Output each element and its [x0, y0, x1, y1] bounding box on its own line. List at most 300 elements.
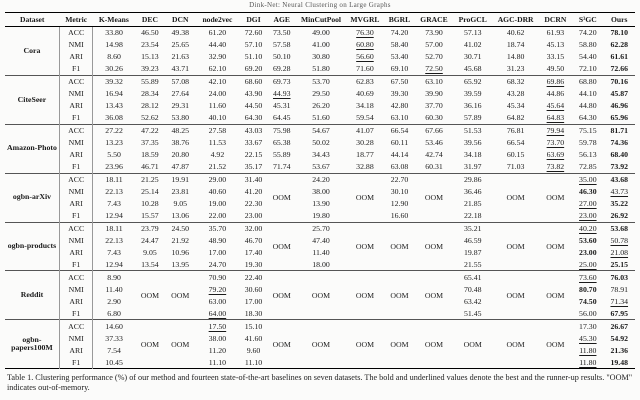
table-caption: Table 1. Clustering performance (%) of our method and fourteen state-of-the-art baselines on seven datasets. The bold and underlined values denote the best and the runner-up results. "OOM" indicates out-of-memory. [7, 373, 633, 393]
value-cell: 41.60 [244, 333, 263, 343]
value-cell: 30.28 [356, 138, 374, 148]
column-header-k-means: K-Means [93, 13, 135, 27]
value-cell: 17.50 [208, 321, 227, 331]
value-cell: 21.85 [463, 198, 482, 208]
value-cell: 27.64 [171, 89, 190, 99]
metric-label: F1 [59, 210, 92, 222]
value-cell: 60.15 [506, 150, 525, 160]
value-cell: 30.71 [463, 52, 482, 62]
value-cell: 10.45 [105, 357, 123, 367]
value-cell: 26.92 [610, 210, 629, 220]
value-cell: 53.40 [390, 52, 409, 62]
column-header-metric: Metric [59, 13, 92, 27]
oom-cell: OOM [355, 290, 375, 300]
metric-label: F1 [59, 356, 92, 368]
value-cell: 23.00 [579, 247, 597, 257]
table-row [5, 112, 635, 124]
value-cell: 27.58 [208, 126, 227, 136]
value-cell: 53.67 [312, 162, 330, 172]
value-cell: 51.53 [463, 126, 482, 136]
value-cell: 43.68 [610, 175, 629, 185]
value-cell: 67.95 [610, 308, 629, 318]
table-row [5, 173, 635, 185]
oom-cell: OOM [311, 339, 331, 349]
value-cell: 57.89 [463, 113, 482, 123]
metric-label: F1 [59, 161, 92, 173]
value-cell: 57.08 [171, 77, 190, 87]
value-cell: 61.61 [610, 52, 629, 62]
metric-label: NMI [59, 283, 92, 295]
value-cell: 48.90 [208, 235, 227, 245]
metric-label: ACC [59, 27, 92, 39]
value-cell: 51.80 [312, 64, 330, 74]
oom-cell: OOM [506, 241, 525, 251]
table-row [5, 161, 635, 173]
table-row [5, 88, 635, 100]
value-cell: 19.80 [312, 210, 330, 220]
metric-label: ARI [59, 51, 92, 63]
value-cell: 10.96 [171, 247, 190, 257]
value-cell: 66.54 [506, 138, 525, 148]
dataset-block-citeseer [5, 75, 635, 124]
value-cell: 36.08 [105, 113, 123, 123]
value-cell: 36.46 [463, 186, 482, 196]
metric-label: ARI [59, 295, 92, 307]
table-row [5, 320, 635, 332]
value-cell: 7.54 [107, 345, 121, 355]
column-header-dcn: DCN [165, 13, 195, 27]
value-cell: 27.00 [579, 198, 597, 208]
value-cell: 13.54 [141, 259, 159, 269]
oom-cell: OOM [355, 241, 375, 251]
value-cell: 47.40 [312, 235, 330, 245]
value-cell: 44.93 [272, 89, 291, 99]
value-cell: 18.11 [105, 223, 123, 233]
oom-cell: OOM [390, 339, 409, 349]
value-cell: 9.05 [143, 247, 157, 257]
dataset-name: CiteSeer [5, 75, 59, 124]
value-cell: 19.91 [171, 175, 190, 185]
value-cell: 30.26 [105, 64, 123, 74]
metric-label: ACC [59, 124, 92, 136]
value-cell: 10.28 [141, 198, 159, 208]
value-cell: 18.77 [356, 150, 374, 160]
value-cell: 72.50 [425, 64, 443, 74]
value-cell: 63.08 [390, 162, 409, 172]
value-cell: 76.81 [506, 126, 525, 136]
value-cell: 45.68 [463, 64, 482, 74]
value-cell: 25.65 [171, 40, 190, 50]
table-row [5, 100, 635, 112]
value-cell: 11.10 [208, 357, 227, 367]
value-cell: 60.80 [356, 40, 374, 50]
table-row [5, 63, 635, 75]
table-row [5, 75, 635, 87]
metric-label: F1 [59, 307, 92, 319]
value-cell: 64.30 [244, 113, 263, 123]
value-cell: 54.92 [610, 333, 629, 343]
value-cell: 63.00 [208, 296, 227, 306]
value-cell: 21.92 [171, 235, 190, 245]
value-cell: 30.60 [244, 284, 263, 294]
value-cell: 13.23 [105, 138, 123, 148]
value-cell: 81.71 [610, 126, 629, 136]
value-cell: 69.10 [390, 64, 409, 74]
value-cell: 57.13 [463, 28, 482, 38]
value-cell: 39.30 [390, 89, 409, 99]
value-cell: 28.34 [141, 89, 159, 99]
value-cell: 68.32 [506, 77, 525, 87]
value-cell: 8.60 [107, 52, 121, 62]
value-cell: 38.00 [208, 333, 227, 343]
oom-cell: OOM [272, 290, 291, 300]
value-cell: 66.54 [390, 126, 409, 136]
value-cell: 44.40 [208, 40, 227, 50]
value-cell: 23.54 [141, 40, 159, 50]
value-cell: 21.25 [141, 175, 159, 185]
value-cell: 46.71 [141, 162, 159, 172]
value-cell: 50.10 [272, 52, 291, 62]
value-cell: 71.60 [356, 64, 374, 74]
value-cell: 64.00 [208, 308, 227, 318]
value-cell: 34.18 [356, 101, 374, 111]
oom-cell: OOM [355, 339, 375, 349]
value-cell: 41.20 [244, 186, 263, 196]
column-header-ours: Ours [604, 13, 635, 27]
value-cell: 33.67 [244, 138, 263, 148]
metric-label: ARI [59, 246, 92, 258]
value-cell: 73.60 [579, 272, 597, 282]
value-cell: 72.10 [579, 64, 597, 74]
value-cell: 14.80 [506, 52, 525, 62]
value-cell: 65.41 [463, 272, 482, 282]
dataset-name: ogbn-papers100M [5, 320, 59, 369]
value-cell: 19.00 [208, 198, 227, 208]
value-cell: 56.13 [579, 150, 597, 160]
value-cell: 78.10 [610, 28, 629, 38]
value-cell: 41.07 [356, 126, 374, 136]
value-cell: 68.60 [244, 77, 263, 87]
value-cell: 11.20 [208, 345, 227, 355]
value-cell: 24.70 [208, 259, 227, 269]
value-cell: 45.31 [272, 101, 291, 111]
oom-cell: OOM [506, 290, 525, 300]
value-cell: 7.43 [107, 247, 121, 257]
value-cell: 53.70 [312, 77, 330, 87]
value-cell: 72.66 [610, 64, 629, 74]
value-cell: 60.11 [390, 138, 409, 148]
value-cell: 17.00 [208, 247, 227, 257]
value-cell: 46.96 [610, 101, 629, 111]
value-cell: 22.00 [208, 210, 227, 220]
value-cell: 33.80 [105, 28, 123, 38]
oom-cell: OOM [424, 290, 444, 300]
value-cell: 45.87 [610, 89, 629, 99]
value-cell: 30.80 [312, 52, 330, 62]
value-cell: 25.15 [610, 259, 629, 269]
value-cell: 46.50 [141, 28, 159, 38]
value-cell: 30.10 [390, 186, 409, 196]
value-cell: 64.30 [579, 113, 597, 123]
value-cell: 15.57 [141, 210, 159, 220]
oom-cell: OOM [546, 339, 565, 349]
value-cell: 22.15 [244, 150, 263, 160]
metric-label: NMI [59, 137, 92, 149]
value-cell: 52.62 [141, 113, 159, 123]
table-row [5, 271, 635, 283]
value-cell: 37.70 [425, 101, 443, 111]
value-cell: 24.47 [141, 235, 159, 245]
column-header-mvgrl: MVGRL [346, 13, 384, 27]
value-cell: 29.31 [171, 101, 190, 111]
value-cell: 58.80 [579, 40, 597, 50]
value-cell: 73.50 [272, 28, 291, 38]
value-cell: 11.40 [105, 284, 123, 294]
value-cell: 41.00 [312, 40, 330, 50]
value-cell: 23.96 [105, 162, 123, 172]
value-cell: 22.13 [105, 235, 123, 245]
value-cell: 23.00 [244, 210, 263, 220]
value-cell: 11.53 [208, 138, 227, 148]
metric-label: ACC [59, 222, 92, 234]
value-cell: 63.10 [390, 113, 409, 123]
value-cell: 69.73 [272, 77, 291, 87]
value-cell: 25.14 [141, 186, 159, 196]
value-cell: 67.66 [425, 126, 443, 136]
metric-label: ARI [59, 344, 92, 356]
oom-cell: OOM [390, 241, 409, 251]
value-cell: 53.60 [579, 235, 597, 245]
oom-cell: OOM [463, 339, 482, 349]
column-header-agc-drr: AGC-DRR [493, 13, 539, 27]
value-cell: 49.38 [171, 28, 190, 38]
value-cell: 79.20 [208, 284, 227, 294]
value-cell: 22.40 [244, 272, 263, 282]
value-cell: 19.87 [463, 247, 482, 257]
value-cell: 53.46 [425, 138, 443, 148]
value-cell: 51.45 [463, 308, 482, 318]
metric-label: ACC [59, 173, 92, 185]
value-cell: 9.60 [246, 345, 261, 355]
metric-label: ARI [59, 198, 92, 210]
value-cell: 39.56 [463, 138, 482, 148]
value-cell: 23.81 [171, 186, 190, 196]
running-head: Dink-Net: Neural Clustering on Large Graphs [249, 1, 391, 9]
value-cell: 29.50 [312, 89, 330, 99]
oom-cell: OOM [171, 290, 190, 300]
value-cell: 80.70 [579, 284, 597, 294]
column-header-dec: DEC [135, 13, 165, 27]
value-cell: 37.35 [141, 138, 159, 148]
value-cell: 18.00 [312, 259, 330, 269]
table-row [5, 137, 635, 149]
value-cell: 70.90 [208, 272, 227, 282]
value-cell: 45.30 [579, 333, 597, 343]
value-cell: 54.40 [579, 52, 597, 62]
value-cell: 44.50 [244, 101, 263, 111]
value-cell: 52.70 [425, 52, 443, 62]
value-cell: 69.28 [272, 64, 291, 74]
metric-label: ACC [59, 271, 92, 283]
value-cell: 43.03 [244, 126, 263, 136]
value-cell: 16.94 [105, 89, 123, 99]
value-cell: 79.94 [546, 126, 565, 136]
value-cell: 42.80 [390, 101, 409, 111]
oom-cell: OOM [390, 290, 409, 300]
value-cell: 68.40 [610, 150, 629, 160]
value-cell: 8.90 [107, 272, 121, 282]
value-cell: 55.89 [141, 77, 159, 87]
metric-label: F1 [59, 112, 92, 124]
value-cell: 40.20 [579, 223, 597, 233]
value-cell: 7.43 [107, 198, 121, 208]
value-cell: 53.68 [610, 223, 629, 233]
oom-cell: OOM [424, 192, 444, 202]
column-header-age: AGE [268, 13, 296, 27]
value-cell: 40.62 [506, 28, 525, 38]
dataset-block-ogbn-papers100m [5, 320, 635, 369]
clustering-results-table [5, 12, 635, 369]
value-cell: 45.13 [546, 40, 565, 50]
value-cell: 67.50 [390, 77, 409, 87]
value-cell: 29.86 [463, 175, 482, 185]
value-cell: 26.20 [312, 101, 330, 111]
value-cell: 22.30 [244, 198, 263, 208]
metric-label: F1 [59, 63, 92, 75]
value-cell: 12.90 [390, 198, 409, 208]
value-cell: 49.50 [546, 64, 565, 74]
value-cell: 69.20 [244, 64, 263, 74]
value-cell: 34.18 [463, 150, 482, 160]
column-header-dgi: DGI [239, 13, 267, 27]
value-cell: 54.67 [312, 126, 330, 136]
table-header-row [5, 13, 635, 27]
value-cell: 20.80 [171, 150, 190, 160]
value-cell: 19.48 [610, 357, 629, 367]
value-cell: 46.59 [463, 235, 482, 245]
value-cell: 65.96 [610, 113, 629, 123]
value-cell: 45.34 [506, 101, 525, 111]
value-cell: 35.22 [610, 198, 629, 208]
value-cell: 16.60 [390, 210, 409, 220]
dataset-name: Reddit [5, 271, 59, 320]
value-cell: 17.00 [244, 296, 263, 306]
value-cell: 71.74 [272, 162, 291, 172]
column-header-grace: GRACE [415, 13, 453, 27]
metric-label: NMI [59, 88, 92, 100]
column-header-dataset: Dataset [5, 13, 59, 27]
oom-cell: OOM [546, 241, 565, 251]
value-cell: 43.71 [171, 64, 190, 74]
oom-cell: OOM [272, 339, 291, 349]
oom-cell: OOM [506, 339, 525, 349]
value-cell: 51.60 [312, 113, 330, 123]
value-cell: 14.60 [105, 321, 123, 331]
oom-cell: OOM [424, 241, 444, 251]
metric-label: NMI [59, 234, 92, 246]
dataset-block-ogbn-arxiv [5, 173, 635, 222]
value-cell: 57.00 [425, 40, 443, 50]
value-cell: 38.00 [312, 186, 330, 196]
value-cell: 44.14 [390, 150, 409, 160]
value-cell: 18.11 [105, 175, 123, 185]
value-cell: 11.40 [312, 247, 330, 257]
column-header-progcl: ProGCL [453, 13, 493, 27]
dataset-block-ogbn-products [5, 222, 635, 271]
value-cell: 40.60 [208, 186, 227, 196]
value-cell: 5.50 [107, 150, 121, 160]
value-cell: 25.70 [312, 223, 330, 233]
value-cell: 75.15 [579, 126, 597, 136]
value-cell: 43.28 [506, 89, 525, 99]
value-cell: 4.92 [210, 150, 225, 160]
metric-label: F1 [59, 258, 92, 270]
dataset-block-cora [5, 27, 635, 76]
value-cell: 21.55 [463, 259, 482, 269]
value-cell: 53.80 [171, 113, 190, 123]
value-cell: 18.74 [506, 40, 525, 50]
value-cell: 69.86 [546, 77, 565, 87]
value-cell: 11.10 [244, 357, 263, 367]
oom-cell: OOM [272, 192, 291, 202]
value-cell: 41.02 [463, 40, 482, 50]
oom-cell: OOM [272, 241, 291, 251]
dataset-block-reddit [5, 271, 635, 320]
value-cell: 35.70 [208, 223, 227, 233]
value-cell: 65.38 [272, 138, 291, 148]
value-cell: 11.80 [579, 345, 597, 355]
value-cell: 74.20 [579, 28, 597, 38]
dataset-name: ogbn-arXiv [5, 173, 59, 222]
value-cell: 51.10 [244, 52, 263, 62]
value-cell: 17.30 [579, 321, 597, 331]
value-cell: 33.15 [546, 52, 565, 62]
table-row [5, 149, 635, 161]
metric-label: ARI [59, 149, 92, 161]
value-cell: 13.43 [105, 101, 123, 111]
value-cell: 62.10 [208, 64, 227, 74]
value-cell: 36.16 [463, 101, 482, 111]
value-cell: 59.54 [356, 113, 374, 123]
value-cell: 50.78 [610, 235, 629, 245]
value-cell: 22.13 [105, 186, 123, 196]
value-cell: 22.18 [463, 210, 482, 220]
column-header-s3gc: S³GC [572, 13, 603, 27]
value-cell: 29.00 [208, 175, 227, 185]
value-cell: 22.70 [390, 175, 409, 185]
value-cell: 50.02 [312, 138, 330, 148]
value-cell: 18.30 [244, 308, 263, 318]
value-cell: 13.95 [171, 259, 190, 269]
value-cell: 60.31 [425, 162, 443, 172]
value-cell: 71.34 [610, 296, 629, 306]
value-cell: 9.05 [173, 198, 188, 208]
value-cell: 78.91 [610, 284, 629, 294]
value-cell: 47.87 [171, 162, 190, 172]
oom-cell: OOM [140, 290, 160, 300]
dataset-name: Amazon-Photo [5, 124, 59, 173]
value-cell: 42.74 [425, 150, 443, 160]
value-cell: 40.10 [208, 113, 227, 123]
table-row [5, 222, 635, 234]
value-cell: 31.23 [506, 64, 525, 74]
value-cell: 23.00 [579, 210, 597, 220]
value-cell: 70.48 [463, 284, 482, 294]
value-cell: 47.22 [141, 126, 159, 136]
value-cell: 72.85 [579, 162, 597, 172]
oom-cell: OOM [171, 339, 190, 349]
value-cell: 31.40 [244, 175, 263, 185]
